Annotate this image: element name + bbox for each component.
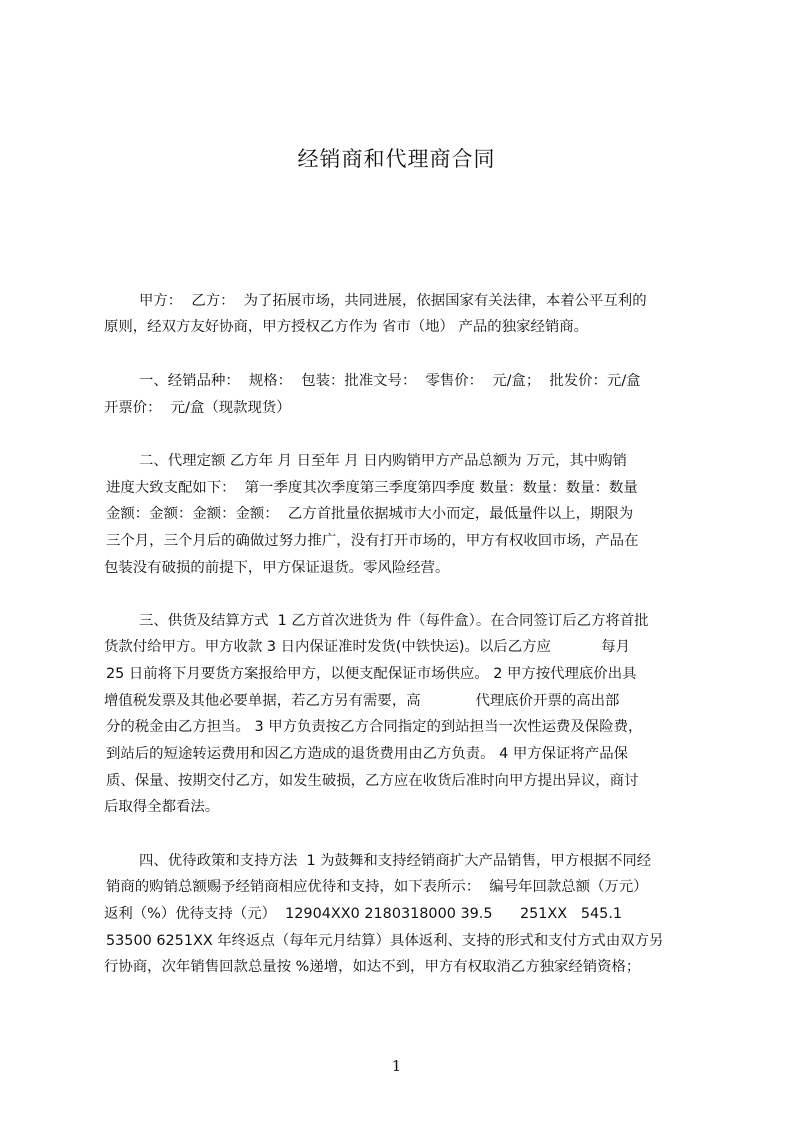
paragraph-line: 货款付给甲方。甲方收款 3 日内保证准时发货(中铁快运)。以后乙方应 每月 <box>104 639 630 655</box>
paragraph-line: 三、供货及结算方式 1 乙方首次进货为 件（每件盒）。在合同签订后乙方将首批 <box>139 613 649 629</box>
paragraph-line: 开票价： 元/盒（现款现货） <box>104 400 291 416</box>
paragraph-line: 返利（%）优待支持（元） 12904XX0 2180318000 39.5 251XX 545.1 <box>104 906 623 922</box>
paragraph-line: 四、优待政策和支持方法 1 为鼓舞和支持经销商扩大产品销售，甲方根据不同经 <box>139 853 652 869</box>
page-number: 1 <box>391 1057 402 1075</box>
paragraph-line: 进度大致支配如下： 第一季度其次季度第三季度第四季度 数量：数量：数量：数量 <box>106 480 638 496</box>
paragraph-line: 增值税发票及其他必要单据，若乙方另有需要，高 代理底价开票的高出部 <box>104 693 620 709</box>
paragraph-line: 分的税金由乙方担当。 3 甲方负责按乙方合同指定的到站担当一次性运费及保险费， <box>106 719 643 735</box>
paragraph-line: 三个月，三个月后的确做过努力推广，没有打开市场的，甲方有权收回市场，产品在 <box>106 533 639 549</box>
paragraph-line: 包装没有破损的前提下，甲方保证退货。零风险经营。 <box>104 560 450 576</box>
paragraph-line: 一、经销品种： 规格： 包装：批准文号： 零售价： 元/盒； 批发价：元/盒 <box>139 373 641 389</box>
paragraph-line: 甲方： 乙方： 为了拓展市场，共同进展，依据国家有关法律，本着公平互利的 <box>139 293 647 309</box>
document-title: 经销商和代理商合同 <box>297 147 496 171</box>
paragraph-line: 原则，经双方友好协商，甲方授权乙方作为 省市（地） 产品的独家经销商。 <box>104 319 589 335</box>
paragraph-line: 到站后的短途转运费用和因乙方造成的退货费用由乙方负责。 4 甲方保证将产品保 <box>106 746 628 762</box>
paragraph-line: 53500 6251XX 年终返点（每年元月结算）具体返利、支持的形式和支付方式由双方另 <box>106 933 664 949</box>
paragraph-line: 二、代理定额 乙方年 月 日至年 月 日内购销甲方产品总额为 万元，其中购销 <box>139 453 627 469</box>
paragraph-line: 25 日前将下月要货方案报给甲方，以便支配保证市场供应。 2 甲方按代理底价出具 <box>106 666 637 682</box>
paragraph-line: 金额：金额：金额：金额： 乙方首批量依据城市大小而定，最低量件以上，期限为 <box>106 506 634 522</box>
paragraph-line: 后取得全都看法。 <box>104 799 220 815</box>
paragraph-line: 行协商，次年销售回款总量按 %递增，如达不到，甲方有权取消乙方独家经销资格； <box>104 959 641 975</box>
paragraph-line: 销商的购销总额赐予经销商相应优待和支持，如下表所示： 编号年回款总额（万元） <box>106 879 648 895</box>
paragraph-line: 质、保量、按期交付乙方，如发生破损，乙方应在收货后准时向甲方提出异议，商讨 <box>106 773 639 789</box>
